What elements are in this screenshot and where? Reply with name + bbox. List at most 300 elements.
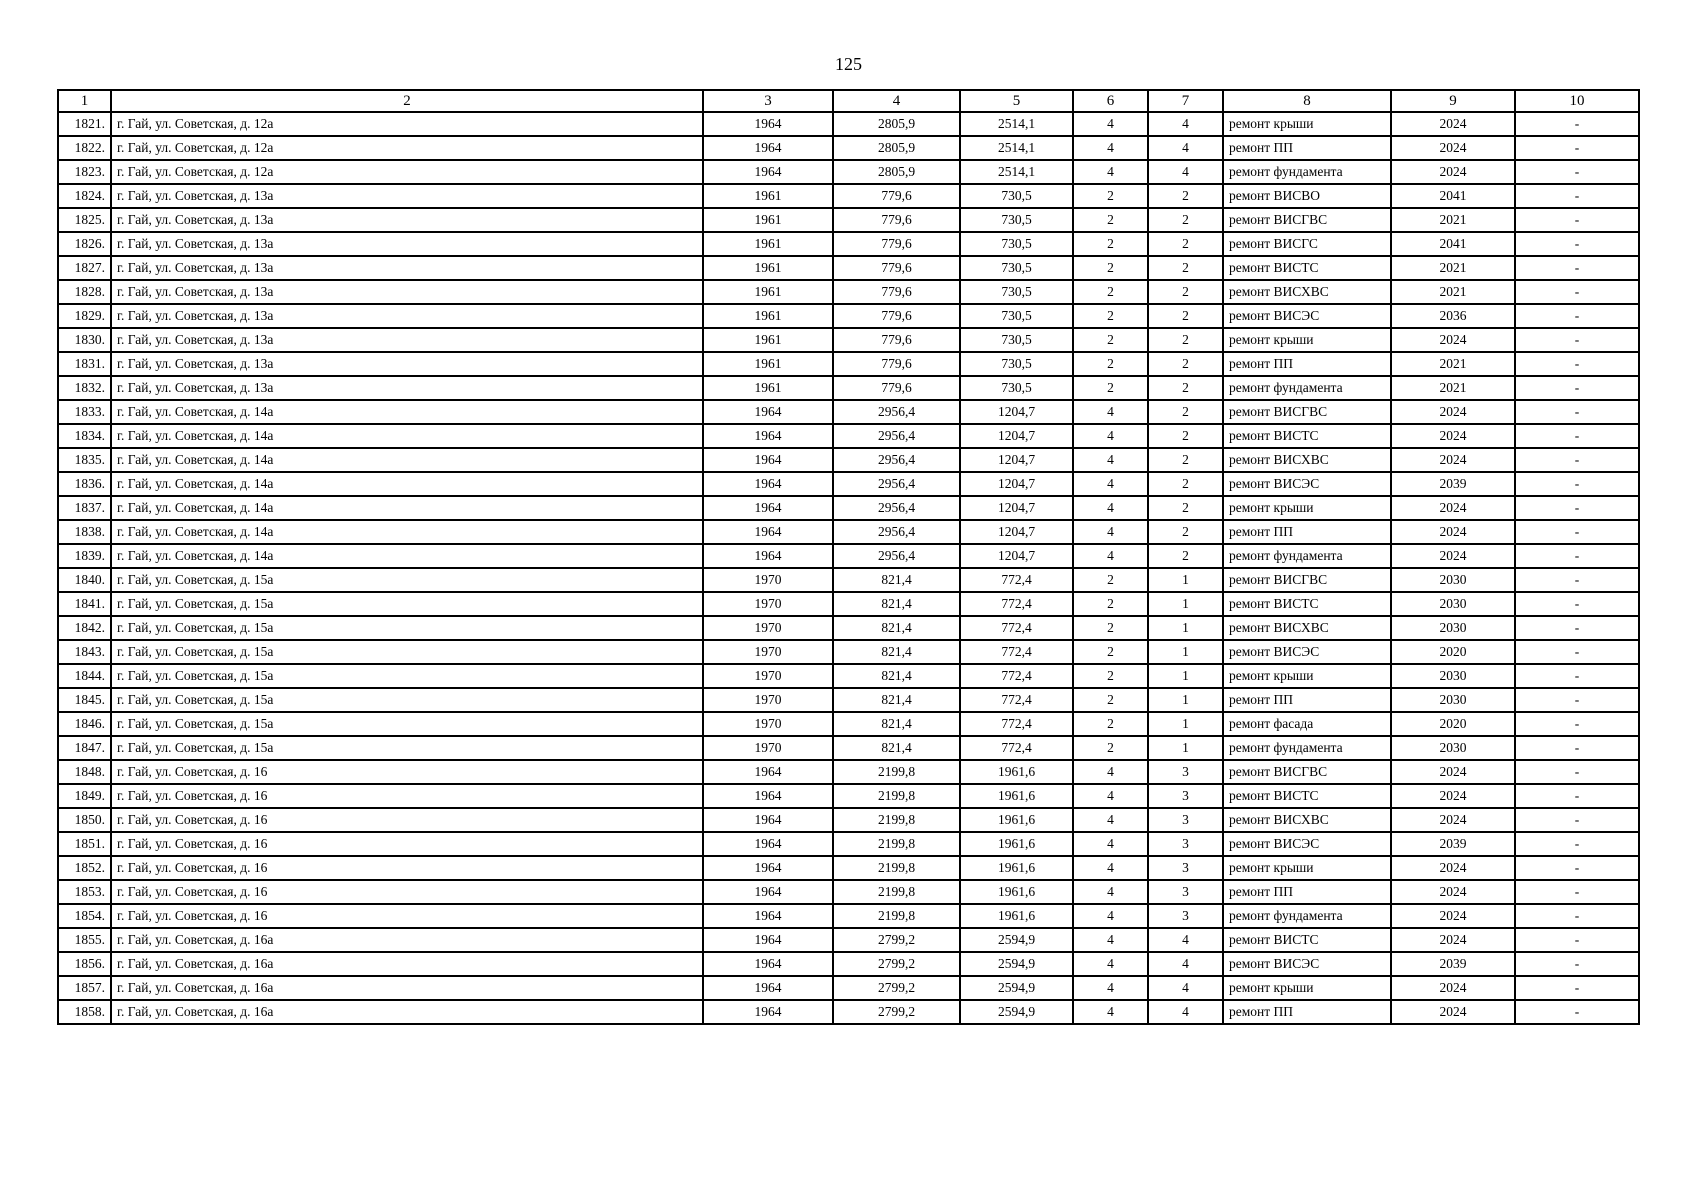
build-year-cell: 1961 — [703, 304, 833, 328]
floors-cell: 2 — [1073, 328, 1148, 352]
living-area-cell: 1204,7 — [960, 448, 1073, 472]
address-cell: г. Гай, ул. Советская, д. 16 — [111, 856, 703, 880]
total-area-cell: 2199,8 — [833, 760, 960, 784]
plan-year-cell: 2024 — [1391, 880, 1515, 904]
build-year-cell: 1961 — [703, 184, 833, 208]
note-cell: - — [1515, 808, 1639, 832]
note-cell: - — [1515, 544, 1639, 568]
work-type-cell: ремонт ПП — [1223, 520, 1391, 544]
build-year-cell: 1964 — [703, 832, 833, 856]
plan-year-cell: 2039 — [1391, 832, 1515, 856]
build-year-cell: 1964 — [703, 928, 833, 952]
header-row — [58, 90, 1639, 112]
floors-cell: 4 — [1073, 856, 1148, 880]
row-number-cell: 1825. — [58, 208, 111, 232]
note-cell: - — [1515, 1000, 1639, 1024]
entrances-cell: 4 — [1148, 1000, 1223, 1024]
total-area-cell: 2199,8 — [833, 808, 960, 832]
address-cell: г. Гай, ул. Советская, д. 14а — [111, 544, 703, 568]
row-number-cell: 1836. — [58, 472, 111, 496]
build-year-cell: 1964 — [703, 472, 833, 496]
work-type-cell: ремонт ВИСТС — [1223, 256, 1391, 280]
row-number-cell: 1841. — [58, 592, 111, 616]
column-header-5: 5 — [960, 90, 1073, 112]
table-row — [58, 664, 1639, 688]
note-cell: - — [1515, 928, 1639, 952]
living-area-cell: 1961,6 — [960, 904, 1073, 928]
table-row — [58, 160, 1639, 184]
work-type-cell: ремонт ВИСЭС — [1223, 472, 1391, 496]
entrances-cell: 1 — [1148, 712, 1223, 736]
address-cell: г. Гай, ул. Советская, д. 13а — [111, 352, 703, 376]
floors-cell: 2 — [1073, 280, 1148, 304]
table-row — [58, 832, 1639, 856]
floors-cell: 4 — [1073, 472, 1148, 496]
row-number-cell: 1840. — [58, 568, 111, 592]
build-year-cell: 1964 — [703, 1000, 833, 1024]
entrances-cell: 3 — [1148, 856, 1223, 880]
entrances-cell: 1 — [1148, 736, 1223, 760]
floors-cell: 4 — [1073, 976, 1148, 1000]
column-header-4: 4 — [833, 90, 960, 112]
floors-cell: 4 — [1073, 904, 1148, 928]
total-area-cell: 821,4 — [833, 592, 960, 616]
build-year-cell: 1970 — [703, 664, 833, 688]
entrances-cell: 2 — [1148, 232, 1223, 256]
plan-year-cell: 2024 — [1391, 808, 1515, 832]
entrances-cell: 2 — [1148, 208, 1223, 232]
table-row — [58, 952, 1639, 976]
note-cell: - — [1515, 976, 1639, 1000]
table-row — [58, 472, 1639, 496]
work-type-cell: ремонт крыши — [1223, 112, 1391, 136]
build-year-cell: 1964 — [703, 112, 833, 136]
work-type-cell: ремонт ВИСХВС — [1223, 808, 1391, 832]
note-cell: - — [1515, 616, 1639, 640]
table-row — [58, 544, 1639, 568]
entrances-cell: 2 — [1148, 520, 1223, 544]
living-area-cell: 2594,9 — [960, 928, 1073, 952]
build-year-cell: 1961 — [703, 280, 833, 304]
build-year-cell: 1961 — [703, 232, 833, 256]
plan-year-cell: 2030 — [1391, 664, 1515, 688]
build-year-cell: 1970 — [703, 568, 833, 592]
floors-cell: 4 — [1073, 448, 1148, 472]
total-area-cell: 2805,9 — [833, 160, 960, 184]
address-cell: г. Гай, ул. Советская, д. 16 — [111, 760, 703, 784]
table-row — [58, 856, 1639, 880]
row-number-cell: 1857. — [58, 976, 111, 1000]
living-area-cell: 2514,1 — [960, 112, 1073, 136]
build-year-cell: 1964 — [703, 976, 833, 1000]
floors-cell: 2 — [1073, 184, 1148, 208]
table-row — [58, 424, 1639, 448]
note-cell: - — [1515, 328, 1639, 352]
plan-year-cell: 2030 — [1391, 688, 1515, 712]
plan-year-cell: 2021 — [1391, 376, 1515, 400]
row-number-cell: 1828. — [58, 280, 111, 304]
plan-year-cell: 2024 — [1391, 976, 1515, 1000]
total-area-cell: 2956,4 — [833, 424, 960, 448]
table-row — [58, 376, 1639, 400]
housing-register-table — [57, 89, 1640, 1025]
living-area-cell: 2514,1 — [960, 136, 1073, 160]
plan-year-cell: 2024 — [1391, 496, 1515, 520]
address-cell: г. Гай, ул. Советская, д. 14а — [111, 448, 703, 472]
plan-year-cell: 2024 — [1391, 448, 1515, 472]
entrances-cell: 3 — [1148, 880, 1223, 904]
living-area-cell: 730,5 — [960, 328, 1073, 352]
table-row — [58, 880, 1639, 904]
row-number-cell: 1833. — [58, 400, 111, 424]
total-area-cell: 779,6 — [833, 328, 960, 352]
total-area-cell: 779,6 — [833, 280, 960, 304]
address-cell: г. Гай, ул. Советская, д. 14а — [111, 424, 703, 448]
row-number-cell: 1834. — [58, 424, 111, 448]
note-cell: - — [1515, 712, 1639, 736]
address-cell: г. Гай, ул. Советская, д. 15а — [111, 568, 703, 592]
living-area-cell: 1204,7 — [960, 424, 1073, 448]
entrances-cell: 4 — [1148, 136, 1223, 160]
work-type-cell: ремонт крыши — [1223, 496, 1391, 520]
table-row — [58, 208, 1639, 232]
build-year-cell: 1964 — [703, 448, 833, 472]
total-area-cell: 821,4 — [833, 664, 960, 688]
total-area-cell: 2799,2 — [833, 1000, 960, 1024]
note-cell: - — [1515, 376, 1639, 400]
build-year-cell: 1964 — [703, 760, 833, 784]
entrances-cell: 2 — [1148, 328, 1223, 352]
address-cell: г. Гай, ул. Советская, д. 16 — [111, 880, 703, 904]
table-row — [58, 616, 1639, 640]
entrances-cell: 3 — [1148, 784, 1223, 808]
total-area-cell: 2199,8 — [833, 832, 960, 856]
living-area-cell: 1961,6 — [960, 784, 1073, 808]
build-year-cell: 1964 — [703, 400, 833, 424]
living-area-cell: 1204,7 — [960, 544, 1073, 568]
note-cell: - — [1515, 520, 1639, 544]
entrances-cell: 2 — [1148, 448, 1223, 472]
total-area-cell: 2805,9 — [833, 112, 960, 136]
work-type-cell: ремонт ВИСХВС — [1223, 616, 1391, 640]
note-cell: - — [1515, 880, 1639, 904]
address-cell: г. Гай, ул. Советская, д. 14а — [111, 520, 703, 544]
address-cell: г. Гай, ул. Советская, д. 12а — [111, 160, 703, 184]
row-number-cell: 1844. — [58, 664, 111, 688]
build-year-cell: 1964 — [703, 424, 833, 448]
plan-year-cell: 2021 — [1391, 256, 1515, 280]
build-year-cell: 1964 — [703, 136, 833, 160]
row-number-cell: 1821. — [58, 112, 111, 136]
work-type-cell: ремонт ВИСГВС — [1223, 760, 1391, 784]
living-area-cell: 1204,7 — [960, 472, 1073, 496]
floors-cell: 2 — [1073, 736, 1148, 760]
total-area-cell: 2199,8 — [833, 880, 960, 904]
page-number: 125 — [835, 54, 862, 74]
entrances-cell: 2 — [1148, 544, 1223, 568]
note-cell: - — [1515, 304, 1639, 328]
table-row — [58, 448, 1639, 472]
note-cell: - — [1515, 184, 1639, 208]
note-cell: - — [1515, 664, 1639, 688]
build-year-cell: 1961 — [703, 256, 833, 280]
table-row — [58, 784, 1639, 808]
address-cell: г. Гай, ул. Советская, д. 16 — [111, 784, 703, 808]
living-area-cell: 772,4 — [960, 736, 1073, 760]
build-year-cell: 1964 — [703, 784, 833, 808]
note-cell: - — [1515, 832, 1639, 856]
total-area-cell: 821,4 — [833, 736, 960, 760]
address-cell: г. Гай, ул. Советская, д. 15а — [111, 616, 703, 640]
address-cell: г. Гай, ул. Советская, д. 14а — [111, 496, 703, 520]
note-cell: - — [1515, 112, 1639, 136]
living-area-cell: 1204,7 — [960, 496, 1073, 520]
row-number-cell: 1829. — [58, 304, 111, 328]
address-cell: г. Гай, ул. Советская, д. 16а — [111, 952, 703, 976]
entrances-cell: 1 — [1148, 568, 1223, 592]
table-row — [58, 520, 1639, 544]
living-area-cell: 772,4 — [960, 640, 1073, 664]
entrances-cell: 4 — [1148, 160, 1223, 184]
plan-year-cell: 2024 — [1391, 856, 1515, 880]
floors-cell: 4 — [1073, 928, 1148, 952]
living-area-cell: 730,5 — [960, 232, 1073, 256]
row-number-cell: 1839. — [58, 544, 111, 568]
total-area-cell: 821,4 — [833, 568, 960, 592]
build-year-cell: 1964 — [703, 160, 833, 184]
floors-cell: 2 — [1073, 376, 1148, 400]
address-cell: г. Гай, ул. Советская, д. 12а — [111, 112, 703, 136]
build-year-cell: 1961 — [703, 208, 833, 232]
plan-year-cell: 2024 — [1391, 784, 1515, 808]
plan-year-cell: 2030 — [1391, 592, 1515, 616]
work-type-cell: ремонт ПП — [1223, 1000, 1391, 1024]
total-area-cell: 2956,4 — [833, 496, 960, 520]
table-row — [58, 640, 1639, 664]
address-cell: г. Гай, ул. Советская, д. 15а — [111, 736, 703, 760]
living-area-cell: 2594,9 — [960, 952, 1073, 976]
plan-year-cell: 2036 — [1391, 304, 1515, 328]
column-header-3: 3 — [703, 90, 833, 112]
build-year-cell: 1964 — [703, 952, 833, 976]
work-type-cell: ремонт ВИСГВС — [1223, 208, 1391, 232]
total-area-cell: 2805,9 — [833, 136, 960, 160]
build-year-cell: 1964 — [703, 496, 833, 520]
table-row — [58, 304, 1639, 328]
total-area-cell: 2799,2 — [833, 976, 960, 1000]
plan-year-cell: 2030 — [1391, 736, 1515, 760]
entrances-cell: 1 — [1148, 640, 1223, 664]
floors-cell: 4 — [1073, 424, 1148, 448]
entrances-cell: 3 — [1148, 832, 1223, 856]
entrances-cell: 2 — [1148, 376, 1223, 400]
work-type-cell: ремонт ВИСТС — [1223, 928, 1391, 952]
entrances-cell: 1 — [1148, 592, 1223, 616]
entrances-cell: 2 — [1148, 400, 1223, 424]
floors-cell: 2 — [1073, 688, 1148, 712]
row-number-cell: 1838. — [58, 520, 111, 544]
living-area-cell: 772,4 — [960, 592, 1073, 616]
work-type-cell: ремонт фундамента — [1223, 904, 1391, 928]
note-cell: - — [1515, 904, 1639, 928]
floors-cell: 4 — [1073, 760, 1148, 784]
table-row — [58, 232, 1639, 256]
entrances-cell: 1 — [1148, 664, 1223, 688]
floors-cell: 2 — [1073, 664, 1148, 688]
build-year-cell: 1970 — [703, 736, 833, 760]
table-row — [58, 808, 1639, 832]
plan-year-cell: 2020 — [1391, 712, 1515, 736]
build-year-cell: 1964 — [703, 544, 833, 568]
floors-cell: 4 — [1073, 496, 1148, 520]
table-row — [58, 352, 1639, 376]
work-type-cell: ремонт крыши — [1223, 328, 1391, 352]
row-number-cell: 1846. — [58, 712, 111, 736]
floors-cell: 2 — [1073, 232, 1148, 256]
row-number-cell: 1842. — [58, 616, 111, 640]
plan-year-cell: 2024 — [1391, 160, 1515, 184]
plan-year-cell: 2024 — [1391, 328, 1515, 352]
row-number-cell: 1849. — [58, 784, 111, 808]
note-cell: - — [1515, 280, 1639, 304]
table-row — [58, 328, 1639, 352]
note-cell: - — [1515, 256, 1639, 280]
living-area-cell: 730,5 — [960, 304, 1073, 328]
plan-year-cell: 2021 — [1391, 208, 1515, 232]
table-row — [58, 136, 1639, 160]
table-row — [58, 112, 1639, 136]
work-type-cell: ремонт ВИСЭС — [1223, 952, 1391, 976]
row-number-cell: 1831. — [58, 352, 111, 376]
floors-cell: 4 — [1073, 160, 1148, 184]
column-header-6: 6 — [1073, 90, 1148, 112]
note-cell: - — [1515, 760, 1639, 784]
address-cell: г. Гай, ул. Советская, д. 13а — [111, 208, 703, 232]
living-area-cell: 1961,6 — [960, 856, 1073, 880]
note-cell: - — [1515, 856, 1639, 880]
note-cell: - — [1515, 472, 1639, 496]
floors-cell: 4 — [1073, 544, 1148, 568]
work-type-cell: ремонт крыши — [1223, 976, 1391, 1000]
row-number-cell: 1822. — [58, 136, 111, 160]
work-type-cell: ремонт ВИСЭС — [1223, 304, 1391, 328]
address-cell: г. Гай, ул. Советская, д. 16 — [111, 904, 703, 928]
total-area-cell: 2956,4 — [833, 472, 960, 496]
work-type-cell: ремонт ВИСТС — [1223, 784, 1391, 808]
build-year-cell: 1964 — [703, 880, 833, 904]
address-cell: г. Гай, ул. Советская, д. 15а — [111, 592, 703, 616]
work-type-cell: ремонт ПП — [1223, 136, 1391, 160]
row-number-cell: 1845. — [58, 688, 111, 712]
total-area-cell: 821,4 — [833, 616, 960, 640]
floors-cell: 2 — [1073, 640, 1148, 664]
entrances-cell: 4 — [1148, 928, 1223, 952]
living-area-cell: 1204,7 — [960, 400, 1073, 424]
note-cell: - — [1515, 688, 1639, 712]
entrances-cell: 2 — [1148, 304, 1223, 328]
entrances-cell: 2 — [1148, 256, 1223, 280]
address-cell: г. Гай, ул. Советская, д. 15а — [111, 640, 703, 664]
table-row — [58, 928, 1639, 952]
entrances-cell: 3 — [1148, 760, 1223, 784]
address-cell: г. Гай, ул. Советская, д. 13а — [111, 232, 703, 256]
row-number-cell: 1853. — [58, 880, 111, 904]
row-number-cell: 1824. — [58, 184, 111, 208]
build-year-cell: 1970 — [703, 712, 833, 736]
table-row — [58, 496, 1639, 520]
entrances-cell: 2 — [1148, 496, 1223, 520]
living-area-cell: 2514,1 — [960, 160, 1073, 184]
row-number-cell: 1851. — [58, 832, 111, 856]
note-cell: - — [1515, 232, 1639, 256]
floors-cell: 2 — [1073, 208, 1148, 232]
row-number-cell: 1850. — [58, 808, 111, 832]
work-type-cell: ремонт фундамента — [1223, 736, 1391, 760]
total-area-cell: 2799,2 — [833, 952, 960, 976]
plan-year-cell: 2020 — [1391, 640, 1515, 664]
address-cell: г. Гай, ул. Советская, д. 16а — [111, 928, 703, 952]
total-area-cell: 2199,8 — [833, 784, 960, 808]
work-type-cell: ремонт ВИСЭС — [1223, 832, 1391, 856]
total-area-cell: 779,6 — [833, 352, 960, 376]
living-area-cell: 730,5 — [960, 280, 1073, 304]
floors-cell: 2 — [1073, 616, 1148, 640]
row-number-cell: 1843. — [58, 640, 111, 664]
floors-cell: 2 — [1073, 592, 1148, 616]
note-cell: - — [1515, 952, 1639, 976]
address-cell: г. Гай, ул. Советская, д. 16 — [111, 808, 703, 832]
floors-cell: 2 — [1073, 352, 1148, 376]
table-row — [58, 976, 1639, 1000]
entrances-cell: 4 — [1148, 976, 1223, 1000]
column-header-7: 7 — [1148, 90, 1223, 112]
column-header-2: 2 — [111, 90, 703, 112]
plan-year-cell: 2021 — [1391, 280, 1515, 304]
plan-year-cell: 2024 — [1391, 760, 1515, 784]
total-area-cell: 821,4 — [833, 640, 960, 664]
living-area-cell: 1961,6 — [960, 760, 1073, 784]
plan-year-cell: 2024 — [1391, 928, 1515, 952]
plan-year-cell: 2024 — [1391, 520, 1515, 544]
entrances-cell: 1 — [1148, 616, 1223, 640]
row-number-cell: 1826. — [58, 232, 111, 256]
total-area-cell: 779,6 — [833, 256, 960, 280]
build-year-cell: 1970 — [703, 616, 833, 640]
note-cell: - — [1515, 352, 1639, 376]
table-row — [58, 1000, 1639, 1024]
plan-year-cell: 2041 — [1391, 184, 1515, 208]
column-header-10: 10 — [1515, 90, 1639, 112]
total-area-cell: 2199,8 — [833, 904, 960, 928]
entrances-cell: 4 — [1148, 952, 1223, 976]
entrances-cell: 4 — [1148, 112, 1223, 136]
total-area-cell: 2956,4 — [833, 448, 960, 472]
row-number-cell: 1823. — [58, 160, 111, 184]
row-number-cell: 1856. — [58, 952, 111, 976]
build-year-cell: 1964 — [703, 520, 833, 544]
row-number-cell: 1832. — [58, 376, 111, 400]
build-year-cell: 1970 — [703, 640, 833, 664]
total-area-cell: 2956,4 — [833, 520, 960, 544]
address-cell: г. Гай, ул. Советская, д. 16 — [111, 832, 703, 856]
table-row — [58, 592, 1639, 616]
floors-cell: 4 — [1073, 880, 1148, 904]
column-header-9: 9 — [1391, 90, 1515, 112]
entrances-cell: 2 — [1148, 472, 1223, 496]
total-area-cell: 779,6 — [833, 232, 960, 256]
address-cell: г. Гай, ул. Советская, д. 14а — [111, 400, 703, 424]
row-number-cell: 1835. — [58, 448, 111, 472]
